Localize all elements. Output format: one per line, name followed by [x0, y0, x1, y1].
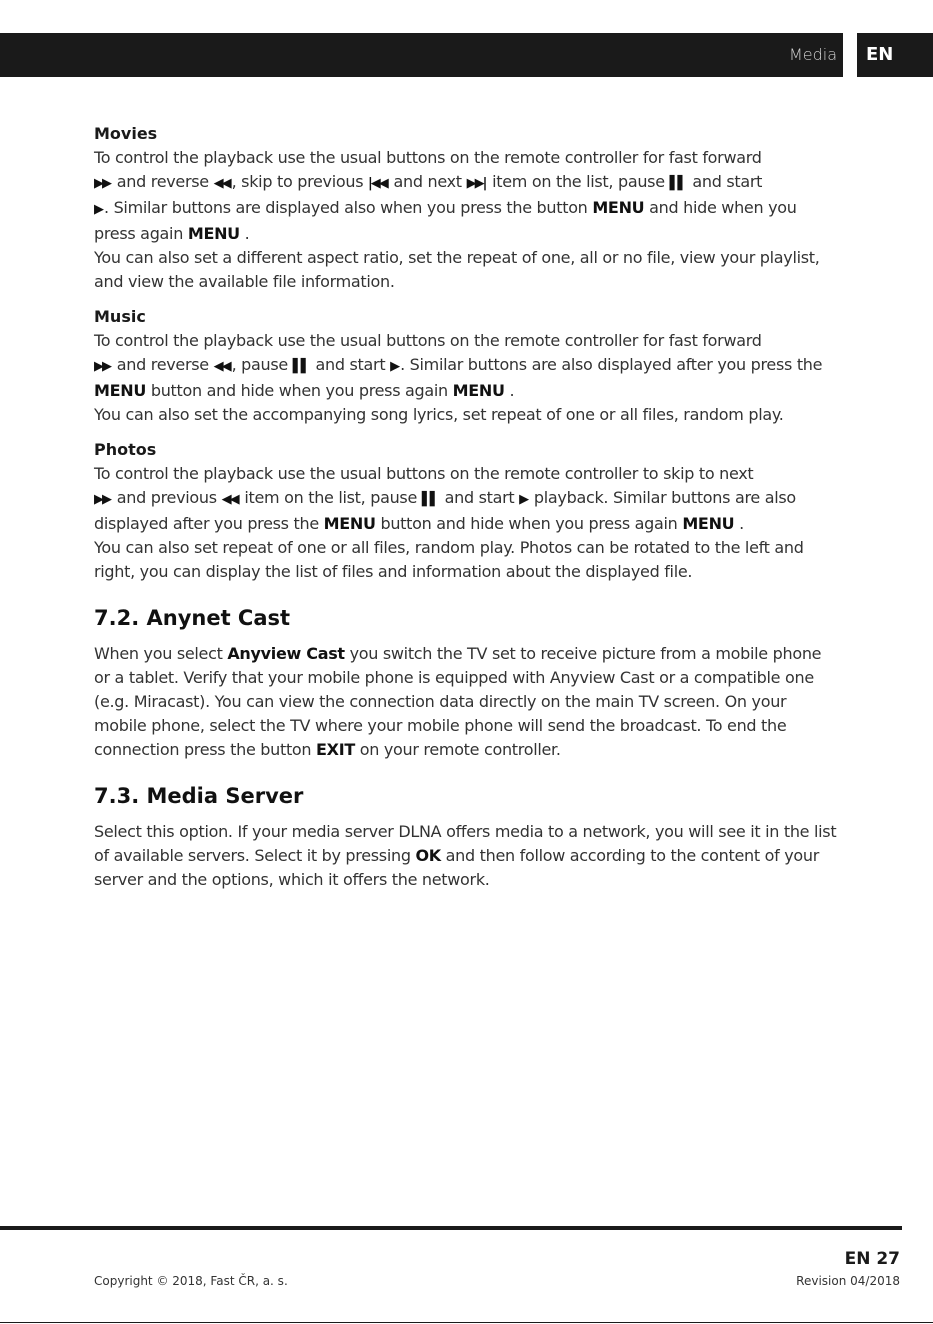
play-icon: ▶ [94, 202, 102, 217]
anynet-cast-paragraph [94, 642, 839, 762]
reverse-icon: ◀◀ [213, 176, 230, 191]
play-icon: ▶ [519, 492, 528, 507]
pause-icon: ▌▌ [421, 492, 438, 507]
menu-keyword: MENU [323, 514, 376, 533]
text: and previous [112, 488, 222, 507]
skip-next-icon: ▶▶| [466, 176, 486, 191]
menu-keyword: MENU [187, 224, 240, 243]
text: , pause [231, 355, 293, 374]
text: . Similar buttons are displayed also when you press the button [104, 198, 593, 217]
text: you switch the TV set to receive picture from a mobile phone or a tablet. Verify that your mobile phone is equipped with Anyview Cast or a compatible one (e.g. Miracast). You can view the connection data directly on the main TV screen. On your mobile phone, select the TV where your mobile phone will send the broadcast. To end the connection press the button [94, 644, 822, 759]
menu-keyword: MENU [452, 381, 505, 400]
menu-keyword: MENU [592, 198, 645, 217]
fast-forward-icon: ▶▶ [94, 492, 110, 507]
photos-paragraph-2: You can also set repeat of one or all files, random play. Photos can be rotated to the left and right, you can display the list of files and information about the displayed file. [94, 538, 804, 581]
text: To control the playback use the usual buttons on the remote controller for fast forward [94, 331, 762, 350]
text: . [239, 224, 250, 243]
reverse-icon: ◀◀ [213, 359, 230, 374]
text: and hide when you press again [94, 198, 797, 243]
text: item on the list, pause [487, 172, 670, 191]
text: To control the playback use the usual buttons on the remote controller for fast forward [94, 148, 762, 167]
ok-keyword: OK [415, 846, 441, 865]
footer-divider [0, 1226, 902, 1230]
text: , skip to previous [231, 172, 369, 191]
fast-forward-icon: ▶▶ [94, 359, 110, 374]
header-section-title: Media [788, 45, 837, 64]
movies-heading: Movies [94, 124, 158, 143]
text: and then follow according to the content of your server and the options, which it offers the network. [94, 846, 819, 889]
menu-keyword: MENU [94, 381, 147, 400]
text: button and hide when you press again [375, 514, 683, 533]
media-server-paragraph [94, 820, 839, 892]
reverse-icon: ◀◀ [221, 492, 238, 507]
anyview-cast-keyword: Anyview Cast [227, 644, 345, 663]
music-paragraph-2: You can also set the accompanying song lyrics, set repeat of one or all files, random play. [94, 405, 784, 424]
media-server-title: 7.3. Media Server [94, 784, 304, 808]
text: . Similar buttons are also displayed after you press the [400, 355, 823, 374]
pause-icon: ▌▌ [292, 359, 309, 374]
text: button and hide when you press again [146, 381, 453, 400]
text: When you select [94, 644, 228, 663]
text: and next [388, 172, 467, 191]
copyright-notice: Copyright © 2018, Fast ČR, a. s. [94, 1274, 288, 1288]
play-icon: ▶ [390, 359, 399, 374]
text: To control the playback use the usual buttons on the remote controller to skip to next [94, 464, 754, 483]
page-content [94, 122, 839, 892]
bottom-rule [0, 1322, 933, 1323]
language-badge [857, 33, 933, 77]
menu-keyword: MENU [682, 514, 735, 533]
text: item on the list, pause [239, 488, 422, 507]
photos-paragraph-1 [94, 462, 839, 536]
text: . [504, 381, 515, 400]
text: Select this option. If your media server DLNA offers media to a network, you will see it in the list of available servers. Select it by pressing [94, 822, 837, 865]
text: and start [439, 488, 520, 507]
music-heading: Music [94, 307, 146, 326]
page-number: EN 27 [844, 1249, 900, 1269]
pause-icon: ▌▌ [669, 176, 686, 191]
anynet-cast-title: 7.2. Anynet Cast [94, 606, 291, 630]
text: and reverse [112, 355, 214, 374]
text: . [734, 514, 744, 533]
language-label: EN [866, 44, 894, 65]
movies-paragraph-1 [94, 146, 839, 246]
movies-paragraph-2: You can also set a different aspect ratio, set the repeat of one, all or no file, view your playlist, and view the available file information. [94, 248, 820, 291]
movies-section [94, 122, 839, 294]
skip-previous-icon: |◀◀ [368, 176, 387, 191]
music-paragraph-1 [94, 329, 839, 403]
photos-heading: Photos [94, 440, 157, 459]
fast-forward-icon: ▶▶ [94, 176, 110, 191]
text: and reverse [112, 172, 214, 191]
photos-section [94, 438, 839, 584]
header-bar [0, 33, 843, 77]
text: and start [687, 172, 763, 191]
text: on your remote controller. [354, 740, 561, 759]
text: playback. Similar buttons are also displayed after you press the [94, 488, 796, 533]
revision-label: Revision 04/2018 [796, 1274, 900, 1288]
exit-keyword: EXIT [316, 740, 355, 759]
music-section [94, 305, 839, 427]
text: and start [310, 355, 391, 374]
